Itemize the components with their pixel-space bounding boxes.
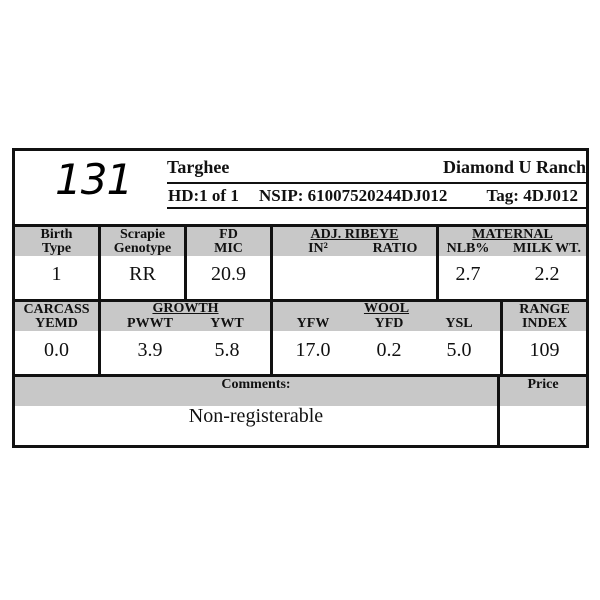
yfw-label: YFW [296,316,330,331]
ywt-value: 5.8 [214,339,240,361]
divider [184,227,187,300]
birth-type-label: Birth Type [40,227,73,256]
tag-id: Tag: 4DJ012 [486,186,578,205]
header-divider [167,182,587,184]
comments-text: Non-registerable [188,405,324,427]
wool-label: WOOL [363,301,410,316]
divider [436,227,439,300]
divider [98,227,101,300]
maternal-label: MATERNAL [472,227,553,242]
pwwt-label: PWWT [127,316,173,331]
fd-mic-value: 20.9 [211,263,246,285]
lot-card [12,148,589,448]
scrapie-value: RR [129,263,156,285]
ribeye-label: ADJ. RIBEYE [310,227,399,242]
milk-label: MILK WT. [513,241,581,256]
divider [270,227,273,300]
carcass-label: CARCASS YEMD [23,302,90,331]
ranch-name: Diamond U Ranch [442,157,586,177]
price-label: Price [527,377,559,392]
scrapie-label: Scrapie Genotype [113,227,172,256]
in2-label: IN² [308,241,328,256]
ratio-label: RATIO [372,241,418,256]
comments-label: Comments: [221,377,291,392]
divider [270,302,273,375]
header-underline [167,207,587,209]
fd-mic-label: FD MIC [214,227,243,256]
breed: Targhee [167,157,230,177]
divider [500,302,503,375]
birth-type-value: 1 [51,263,62,285]
yfd-label: YFD [374,316,404,331]
pwwt-value: 3.9 [137,339,163,361]
yfw-value: 17.0 [295,339,331,361]
yemd-value: 0.0 [44,339,69,361]
divider [98,302,101,375]
divider [497,377,500,445]
nlb-label: NLB% [446,241,490,256]
nsip-id: NSIP: 61007520244DJ012 [259,186,448,205]
nlb-value: 2.7 [455,263,481,285]
yfd-value: 0.2 [376,339,402,361]
milk-value: 2.2 [534,263,560,285]
range-index-value: 109 [529,339,560,361]
growth-label: GROWTH [152,301,219,316]
ysl-label: YSL [445,316,473,331]
range-index-label: RANGE INDEX [519,302,570,331]
hd-count: HD:1 of 1 [168,186,239,205]
lot-number: 131 [55,155,133,204]
ywt-label: YWT [210,316,244,331]
ysl-value: 5.0 [446,339,472,361]
